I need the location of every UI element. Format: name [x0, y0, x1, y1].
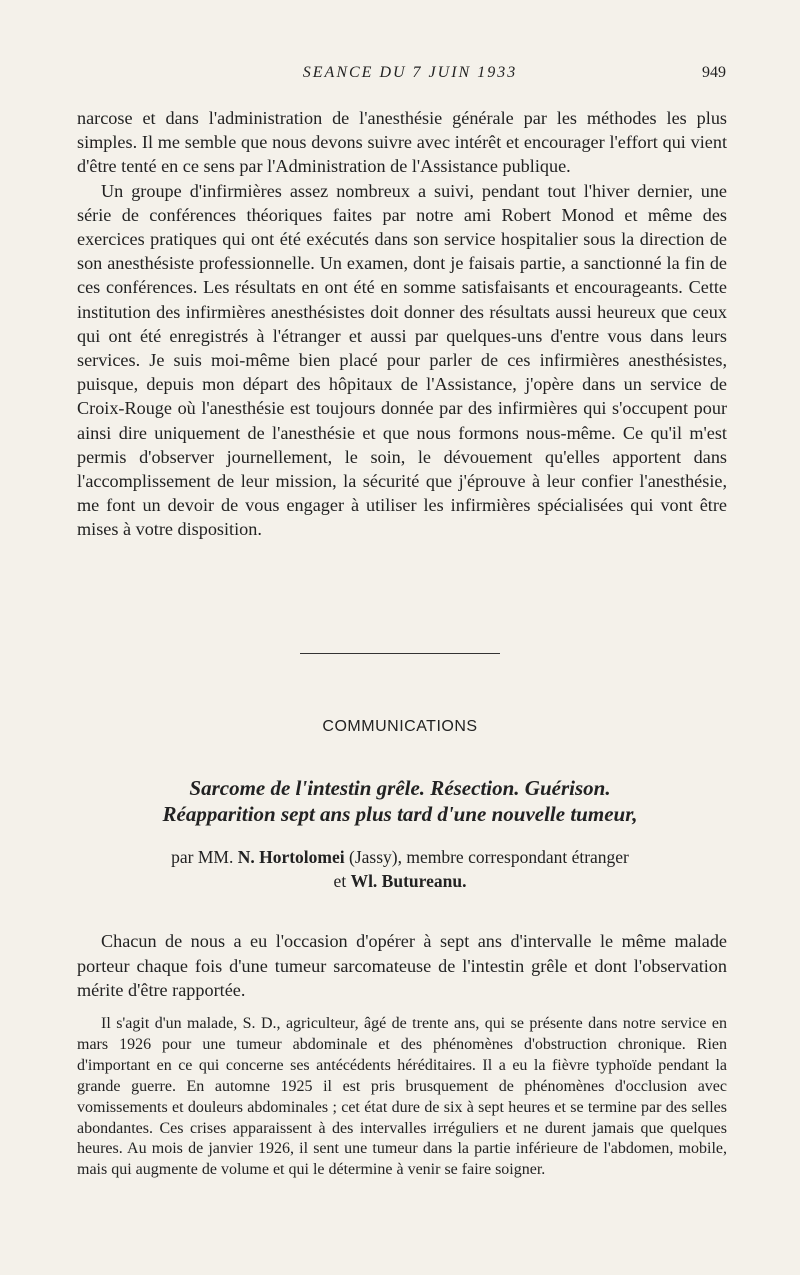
authors-join: et	[333, 871, 347, 891]
authors-line-2	[0, 869, 800, 893]
article-title-line-1: Sarcome de l'intestin grêle. Résection. Guérison.	[189, 776, 611, 800]
section-heading: COMMUNICATIONS	[322, 718, 478, 735]
authors-line-1	[0, 845, 800, 869]
article-intro-paragraph: Chacun de nous a eu l'occasion d'opérer à sept ans d'intervalle le même malade porteur chaque fois d'une tumeur sarcomateuse de l'intestin grêle et dont l'observation mérite d'être rapportée.	[77, 931, 727, 1000]
page-number: 949	[702, 64, 726, 81]
case-report-paragraph: Il s'agit d'un malade, S. D., agriculteur, âgé de trente ans, qui se présente dans notre service en mars 1926 pour une tumeur abdominale et des phénomènes d'obstruction chronique. Rien d'important en ce qui concerne ses antécédents héréditaires. Il a eu la fièvre typhoïde pendant la grande guerre. En automne 1925 il est pris brusquement de phénomènes d'occlusion avec vomissements et douleurs abdominales ; cet état dure de six à sept heures et se termine par des selles abondantes. Ces crises apparaissent à des intervalles irréguliers et ne durent jamais que quelques heures. Au mois de janvier 1926, il sent une tumeur dans la partie inférieure de l'abdomen, mobile, mais qui augmente de volume et qui le détermine à venir se faire soigner.	[77, 1015, 727, 1179]
section-divider	[300, 653, 500, 654]
author-1-affiliation: (Jassy), membre correspondant étranger	[349, 847, 629, 867]
author-1-name: N. Hortolomei	[237, 847, 345, 867]
intro-paragraph-continued: narcose et dans l'administration de l'anesthésie générale par les méthodes les plus simples. Il me semble que nous devons suivre avec intérêt et encourager l'effort qui vient d'être tenté en ce sens par l'Administration de l'Assistance publique.	[77, 108, 727, 177]
article-authors	[0, 845, 800, 893]
article-title-line-2: Réapparition sept ans plus tard d'une nouvelle tumeur,	[162, 802, 638, 826]
intro-paragraph-nurses: Un groupe d'infirmières assez nombreux a suivi, pendant tout l'hiver dernier, une série de conférences théoriques faites par notre ami Robert Monod et même des exercices pratiques qui ont été exécutés dans son service hospitalier sous la direction de son anesthésiste professionnelle. Un examen, dont je faisais partie, a sanctionné la fin de ces conférences. Les résultats en ont été en somme satisfaisants et encourageants. Cette institution des infirmières anesthésistes doit donner des résultats aussi heureux que ceux qui ont été enregistrés à l'étranger et aussi par quelques-uns d'entre vous dans leurs services. Je suis moi-même bien placé pour parler de ces infirmières anesthésistes, puisque, depuis mon départ des hôpitaux de l'Assistance, j'opère dans un service de Croix-Rouge où l'anesthésie est toujours donnée par des infirmières qui s'occupent pour ainsi dire uniquement de l'anesthésie et que nous formons nous-même. Ce qu'il m'est permis d'observer journellement, le soin, le dévouement qu'elles apportent dans l'accomplissement de leur mission, la sécurité que j'éprouve à leur confier l'anesthésie, me font un devoir de vous engager à utiliser les infirmières spécialisées qui vont être mises à votre disposition.	[77, 180, 727, 540]
intro-text	[77, 106, 727, 542]
running-title: SEANCE DU 7 JUIN 1933	[302, 64, 518, 81]
article-title	[60, 775, 740, 827]
authors-prefix: par MM.	[171, 847, 234, 867]
author-2-name: Wl. Butureanu.	[350, 871, 467, 891]
running-header	[0, 64, 800, 86]
